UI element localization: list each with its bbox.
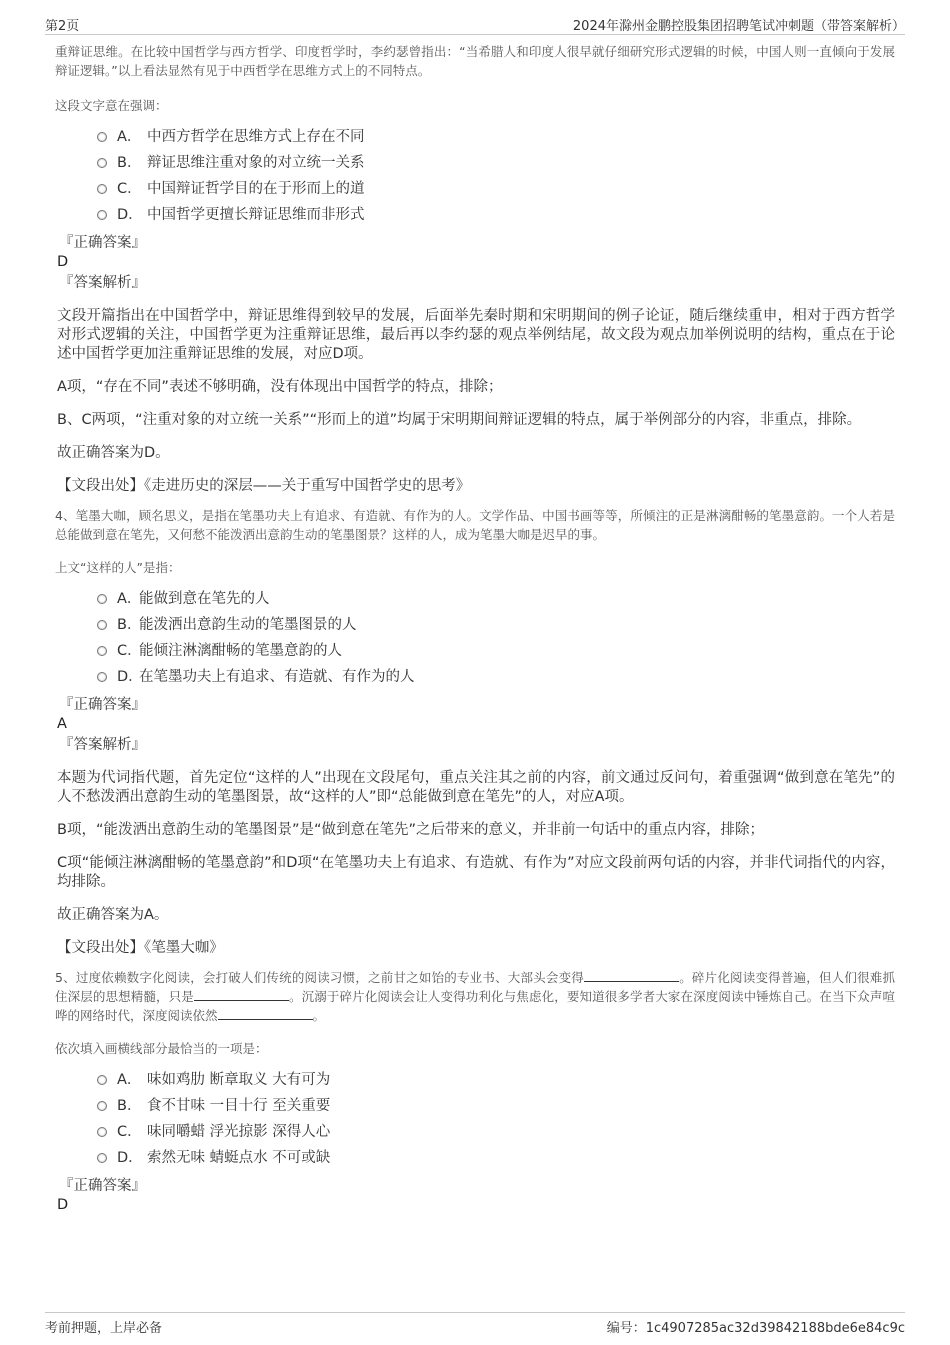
analysis-source: 【文段出处】《走进历史的深层——关于重写中国哲学史的思考》 bbox=[57, 478, 471, 494]
option-d[interactable]: D． 中国哲学更擅长辩证思维而非形式 bbox=[97, 202, 895, 228]
fill-blank bbox=[218, 1007, 313, 1020]
radio-icon[interactable] bbox=[97, 672, 107, 682]
page-number: 第2页 bbox=[45, 19, 80, 34]
option-b[interactable]: B． 能泼洒出意韵生动的笔墨图景的人 bbox=[97, 612, 895, 638]
analysis-source: 【文段出处】《笔墨大咖》 bbox=[57, 940, 224, 956]
answer-value: D bbox=[57, 254, 69, 270]
fill-blank bbox=[194, 988, 289, 1001]
radio-icon[interactable] bbox=[97, 620, 107, 630]
option-b[interactable]: B． 辩证思维注重对象的对立统一关系 bbox=[97, 150, 895, 176]
option-c[interactable]: C． 能倾注淋漓酣畅的笔墨意韵的人 bbox=[97, 638, 895, 664]
analysis-label: 『答案解析』 bbox=[59, 737, 146, 753]
option-a[interactable]: A． 中西方哲学在思维方式上存在不同 bbox=[97, 124, 895, 150]
analysis-paragraph: A项，“存在不同”表述不够明确，没有体现出中国哲学的特点，排除； bbox=[57, 379, 503, 395]
answer-label: 『正确答案』 bbox=[59, 697, 146, 713]
question-5-text: 5、过度依赖数字化阅读，会打破人们传统的阅读习惯，之前甘之如饴的专业书、大部头会变得 。碎片化阅读变得普遍，但人们很难抓住深层的思想精髓，只是 。沉溺于碎片化阅读会让人变得功利化与焦虑化，要知道很多学者大家在深度阅读中锤炼自己。在当下众声喧哗的网络时代，深度阅读依然 。 bbox=[55, 970, 895, 1023]
answer-label: 『正确答案』 bbox=[59, 1178, 146, 1194]
analysis-paragraph: B、C两项，“注重对象的对立统一关系”“形而上的道”均属于宋明期间辩证逻辑的特点，属于举例部分的内容，非重点，排除。 bbox=[57, 412, 862, 428]
radio-icon[interactable] bbox=[97, 184, 107, 194]
answer-value: A bbox=[57, 716, 67, 732]
document-content bbox=[55, 38, 895, 1215]
question-5-prompt: 依次填入画横线部分最恰当的一项是： bbox=[55, 1041, 268, 1056]
radio-icon[interactable] bbox=[97, 594, 107, 604]
document-code: 编号：1c4907285ac32d39842188bde6e84c9c bbox=[606, 1321, 905, 1336]
option-c[interactable]: C． 味同嚼蜡 浮光掠影 深得人心 bbox=[97, 1119, 895, 1145]
page-header bbox=[45, 12, 905, 35]
radio-icon[interactable] bbox=[97, 646, 107, 656]
option-d[interactable]: D． 索然无味 蜻蜓点水 不可或缺 bbox=[97, 1145, 895, 1171]
answer-value: D bbox=[57, 1197, 69, 1213]
question-4-options bbox=[97, 586, 895, 690]
fill-blank bbox=[584, 969, 679, 982]
analysis-paragraph: C项“能倾注淋漓酣畅的笔墨意韵”和D项“在笔墨功夫上有追求、有造就、有作为”对应文段前两句话的内容，并非代词指代的内容，均排除。 bbox=[57, 855, 895, 890]
question-5 bbox=[55, 968, 895, 1215]
analysis-paragraph: 本题为代词指代题，首先定位“这样的人”出现在文段尾句，重点关注其之前的内容，前文通过反问句，着重强调“做到意在笔先”的人不愁泼洒出意韵生动的笔墨图景，故“这样的人”即“总能做到意在笔先”的人，对应A项。 bbox=[57, 770, 895, 805]
analysis-paragraph: 文段开篇指出在中国哲学中，辩证思维得到较早的发展，后面举先秦时期和宋明期间的例子论证，随后继续重申，相对于西方哲学对形式逻辑的关注，中国哲学更为注重辩证思维，最后再以李约瑟的观点举例结尾，故文段为观点加举例说明的结构，重点在于论述中国哲学更加注重辩证思维的发展，对应D项。 bbox=[57, 308, 895, 362]
page-footer bbox=[45, 1312, 905, 1335]
radio-icon[interactable] bbox=[97, 132, 107, 142]
answer-label: 『正确答案』 bbox=[59, 235, 146, 251]
question-3-options bbox=[97, 124, 895, 228]
analysis-conclusion: 故正确答案为D。 bbox=[57, 445, 170, 461]
question-5-options bbox=[97, 1067, 895, 1171]
document-title: 2024年滁州金鹏控股集团招聘笔试冲刺题（带答案解析） bbox=[572, 19, 905, 34]
question-3-prompt: 这段文字意在强调： bbox=[55, 98, 168, 113]
question-3-text: 重辩证思维。在比较中国哲学与西方哲学、印度哲学时，李约瑟曾指出：“当希腊人和印度人很早就仔细研究形式逻辑的时候，中国人则一直倾向于发展辩证逻辑。”以上看法显然有见于中西哲学在思维方式上的不同特点。 bbox=[55, 44, 895, 78]
option-b[interactable]: B． 食不甘味 一目十行 至关重要 bbox=[97, 1093, 895, 1119]
question-4 bbox=[55, 506, 895, 958]
question-4-prompt: 上文“这样的人”是指： bbox=[55, 560, 181, 575]
radio-icon[interactable] bbox=[97, 1153, 107, 1163]
option-d[interactable]: D． 在笔墨功夫上有追求、有造就、有作为的人 bbox=[97, 664, 895, 690]
radio-icon[interactable] bbox=[97, 210, 107, 220]
option-a[interactable]: A． 味如鸡肋 断章取义 大有可为 bbox=[97, 1067, 895, 1093]
question-3 bbox=[55, 42, 895, 496]
radio-icon[interactable] bbox=[97, 1075, 107, 1085]
analysis-conclusion: 故正确答案为A。 bbox=[57, 907, 169, 923]
analysis-label: 『答案解析』 bbox=[59, 275, 146, 291]
radio-icon[interactable] bbox=[97, 1127, 107, 1137]
question-4-text: 4、笔墨大咖，顾名思义，是指在笔墨功夫上有追求、有造就、有作为的人。文学作品、中国书画等等，所倾注的正是淋漓酣畅的笔墨意韵。一个人若是总能做到意在笔先，又何愁不能泼洒出意韵生动的笔墨图景？这样的人，成为笔墨大咖是迟早的事。 bbox=[55, 508, 895, 542]
radio-icon[interactable] bbox=[97, 1101, 107, 1111]
option-c[interactable]: C． 中国辩证哲学目的在于形而上的道 bbox=[97, 176, 895, 202]
option-a[interactable]: A． 能做到意在笔先的人 bbox=[97, 586, 895, 612]
radio-icon[interactable] bbox=[97, 158, 107, 168]
analysis-paragraph: B项，“能泼洒出意韵生动的笔墨图景”是“做到意在笔先”之后带来的意义，并非前一句话中的重点内容，排除； bbox=[57, 822, 764, 838]
footer-slogan: 考前押题，上岸必备 bbox=[45, 1321, 163, 1336]
